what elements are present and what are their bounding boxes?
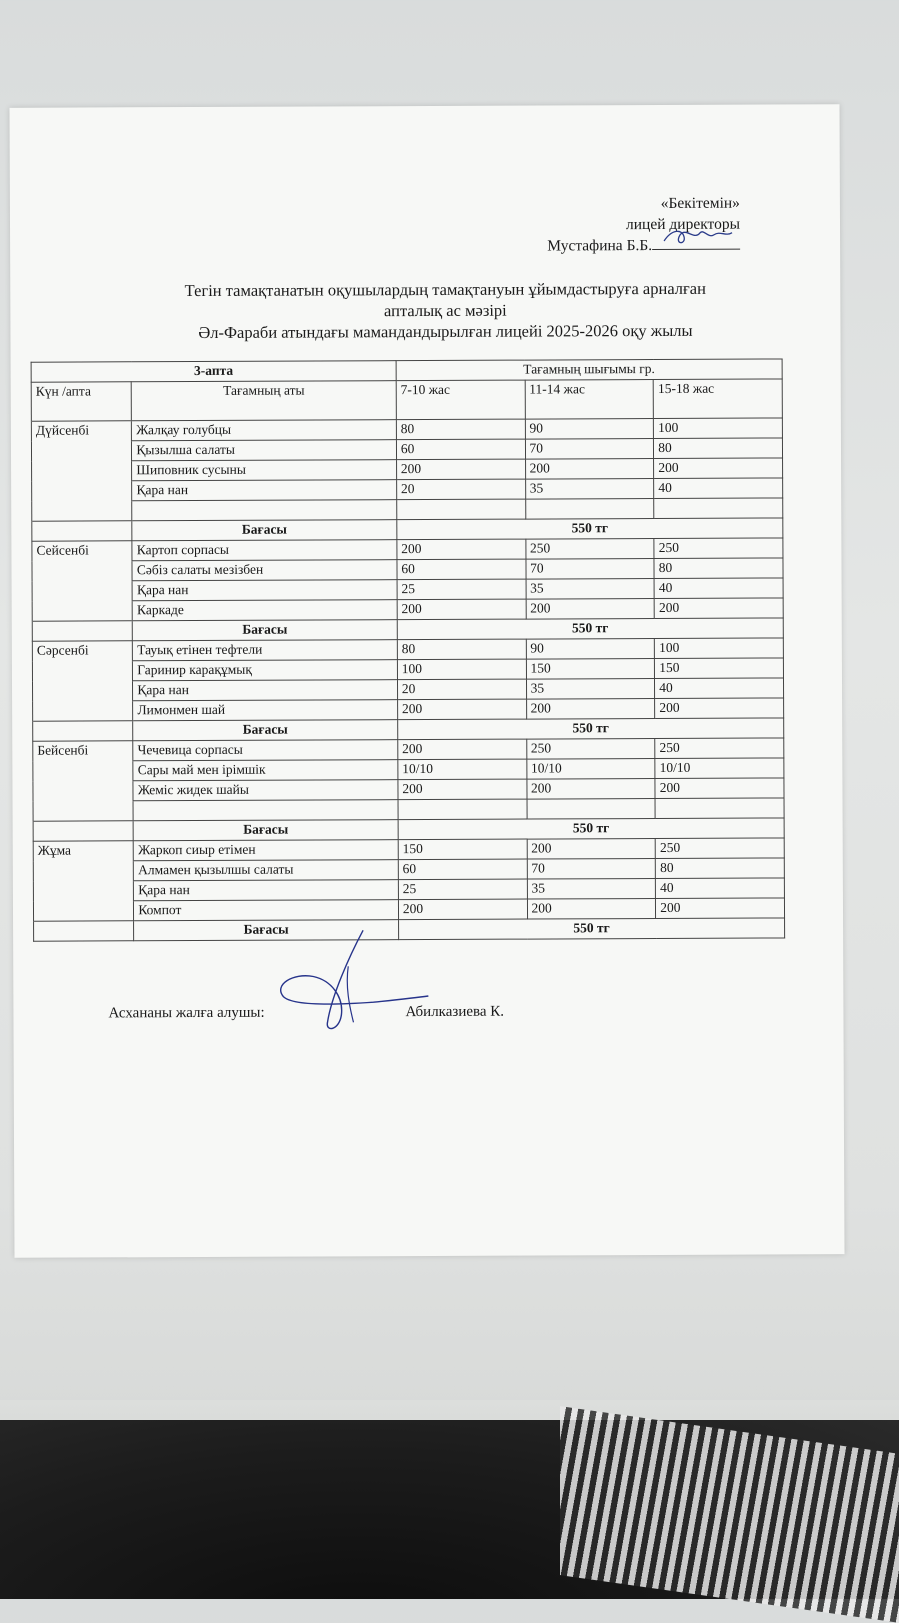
header-row-2: [31, 379, 782, 421]
portion-7-10: 80: [396, 419, 525, 440]
portion-11-14: 150: [526, 659, 655, 680]
dish-name: Жаркоп сиыр етімен: [134, 840, 399, 861]
portion-7-10: 10/10: [398, 759, 527, 780]
portion-15-18: 200: [654, 598, 783, 619]
price-value: 550 тг: [397, 618, 783, 640]
dish-name: Сәбіз салаты мезізбен: [132, 560, 397, 581]
day-cell-empty: [33, 721, 133, 741]
dish-name: [132, 500, 397, 521]
price-value: 550 тг: [398, 918, 784, 940]
day-name: Сейсенбі: [32, 541, 132, 561]
age-7-10-header: 7-10 жас: [396, 380, 525, 420]
portion-11-14: [527, 799, 656, 820]
dish-name: Чечевица сорпасы: [133, 740, 398, 761]
portion-7-10: 200: [398, 779, 527, 800]
portion-15-18: [654, 498, 783, 519]
day-cell-empty: [32, 681, 132, 701]
day-cell-empty: [33, 701, 133, 721]
day-cell-empty: [32, 481, 132, 501]
day-cell-empty: [33, 881, 133, 901]
portion-15-18: 250: [654, 538, 783, 559]
portion-15-18: 100: [654, 418, 783, 439]
portion-15-18: 100: [655, 638, 784, 659]
dish-name: Жалқау голубцы: [132, 420, 397, 441]
dish-name: Қызылша салаты: [132, 440, 397, 461]
approval-line-2: лицей директоры: [625, 215, 741, 234]
dish-name: Шиповник сусыны: [132, 460, 397, 481]
menu-table: [31, 358, 786, 941]
dish-name: Сары май мен ірімшік: [133, 760, 398, 781]
portion-7-10: 20: [397, 679, 526, 700]
day-cell-empty: [32, 461, 132, 481]
portion-7-10: 150: [398, 839, 527, 860]
director-name: Мустафина Б.Б.: [547, 237, 653, 255]
dish-name: Алмамен қызылшы салаты: [134, 860, 399, 881]
portion-11-14: 10/10: [526, 759, 655, 780]
portion-7-10: 200: [398, 899, 527, 920]
dish-name: Қара нан: [133, 680, 398, 701]
day-cell-empty: [33, 801, 133, 821]
dish-name: Гаринир карақұмық: [133, 660, 398, 681]
portion-7-10: 200: [397, 539, 526, 560]
dish-column-header: Тағамның аты: [132, 381, 397, 421]
portion-7-10: [397, 499, 526, 520]
dish-name: Каркаде: [132, 600, 397, 621]
portion-7-10: 80: [397, 639, 526, 660]
day-cell-empty: [31, 441, 131, 461]
approval-line-3: [547, 235, 740, 257]
portion-11-14: 200: [526, 599, 655, 620]
price-label: Бағасы: [133, 820, 398, 841]
price-value: 550 тг: [398, 818, 784, 840]
portion-11-14: 200: [525, 459, 654, 480]
day-cell-empty: [34, 921, 134, 941]
portion-7-10: 100: [397, 659, 526, 680]
portion-15-18: 80: [656, 858, 785, 879]
price-label: Бағасы: [134, 920, 399, 941]
portion-header: Тағамның шығымы гр.: [396, 359, 782, 381]
portion-7-10: [398, 799, 527, 820]
portion-7-10: 60: [397, 559, 526, 580]
portion-11-14: 70: [527, 859, 656, 880]
day-cell-empty: [32, 601, 132, 621]
portion-15-18: 250: [655, 838, 784, 859]
portion-11-14: 250: [526, 739, 655, 760]
tenant-label: Асхананы жалға алушы:: [108, 1004, 265, 1022]
portion-7-10: 25: [398, 879, 527, 900]
day-cell-empty: [32, 661, 132, 681]
portion-7-10: 200: [397, 699, 526, 720]
week-header: 3-апта: [31, 361, 396, 383]
portion-11-14: 70: [526, 559, 655, 580]
price-value: 550 тг: [397, 518, 783, 540]
portion-15-18: 200: [655, 698, 784, 719]
portion-7-10: 200: [398, 739, 527, 760]
dish-name: Қара нан: [134, 880, 399, 901]
portion-11-14: 200: [527, 899, 656, 920]
day-name: Дүйсенбі: [31, 421, 131, 441]
portion-11-14: 70: [525, 439, 654, 460]
portion-7-10: 20: [396, 479, 525, 500]
portion-15-18: [655, 798, 784, 819]
dish-name: Лимонмен шай: [133, 700, 398, 721]
day-column-header: Күн /апта: [31, 382, 131, 421]
age-15-18-header: 15-18 жас: [653, 379, 782, 419]
day-cell-empty: [32, 561, 132, 581]
dish-name: Тауық етінен тефтели: [133, 640, 398, 661]
age-11-14-header: 11-14 жас: [525, 380, 654, 420]
portion-15-18: 80: [654, 438, 783, 459]
dish-name: Қара нан: [132, 480, 397, 501]
dish-name: Қара нан: [132, 580, 397, 601]
day-name: Жұма: [33, 841, 133, 861]
portion-15-18: 40: [654, 478, 783, 499]
day-cell-empty: [33, 861, 133, 881]
day-name: Бейсенбі: [33, 741, 133, 761]
portion-11-14: 35: [525, 479, 654, 500]
portion-7-10: 25: [397, 579, 526, 600]
portion-15-18: 80: [654, 558, 783, 579]
portion-11-14: 35: [526, 579, 655, 600]
document-title: [120, 277, 770, 343]
portion-7-10: 60: [398, 859, 527, 880]
portion-11-14: 35: [527, 879, 656, 900]
portion-15-18: 40: [656, 878, 785, 899]
portion-15-18: 250: [655, 738, 784, 759]
director-signature: [652, 235, 740, 250]
day-cell-empty: [33, 781, 133, 801]
approval-line-1: «Бекітемін»: [660, 194, 740, 212]
portion-11-14: 200: [527, 839, 656, 860]
title-line-2: апталық ас мәзірі: [383, 300, 507, 321]
day-cell-empty: [33, 761, 133, 781]
portion-15-18: 40: [654, 578, 783, 599]
day-cell-empty: [32, 501, 132, 521]
title-line-1: Тегін тамақтанатын оқушылардың тамақтануын ұйымдастыруға арналған: [184, 278, 706, 301]
approval-block: [547, 193, 740, 257]
day-cell-empty: [32, 621, 132, 641]
portion-15-18: 200: [656, 898, 785, 919]
title-line-3: Әл-Фараби атындағы мамандандырылған лицейі 2025-2026 оқу жылы: [198, 320, 693, 342]
dish-name: [133, 800, 398, 821]
price-value: 550 тг: [398, 718, 784, 740]
portion-11-14: [525, 499, 654, 520]
day-cell-empty: [33, 901, 133, 921]
portion-11-14: 250: [525, 539, 654, 560]
portion-15-18: 150: [655, 658, 784, 679]
portion-11-14: 90: [525, 419, 654, 440]
portion-11-14: 35: [526, 679, 655, 700]
portion-11-14: 90: [526, 639, 655, 660]
dish-name: Картоп сорпасы: [132, 540, 397, 561]
portion-7-10: 200: [397, 599, 526, 620]
day-cell-empty: [32, 581, 132, 601]
day-cell-empty: [32, 521, 132, 541]
portion-11-14: 200: [526, 699, 655, 720]
portion-15-18: 200: [655, 778, 784, 799]
price-label: Бағасы: [133, 620, 398, 641]
portion-7-10: 200: [396, 459, 525, 480]
menu-document: [9, 104, 844, 1258]
portion-15-18: 40: [655, 678, 784, 699]
day-name: Сәрсенбі: [32, 641, 132, 661]
dish-name: Жеміс жидек шайы: [133, 780, 398, 801]
price-label: Бағасы: [133, 720, 398, 741]
price-label: Бағасы: [132, 520, 397, 541]
portion-15-18: 200: [654, 458, 783, 479]
portion-7-10: 60: [396, 439, 525, 460]
day-cell-empty: [33, 821, 133, 841]
portion-15-18: 10/10: [655, 758, 784, 779]
tenant-name: Абилказиева К.: [405, 1003, 505, 1021]
portion-11-14: 200: [526, 779, 655, 800]
dish-name: Компот: [134, 900, 399, 921]
